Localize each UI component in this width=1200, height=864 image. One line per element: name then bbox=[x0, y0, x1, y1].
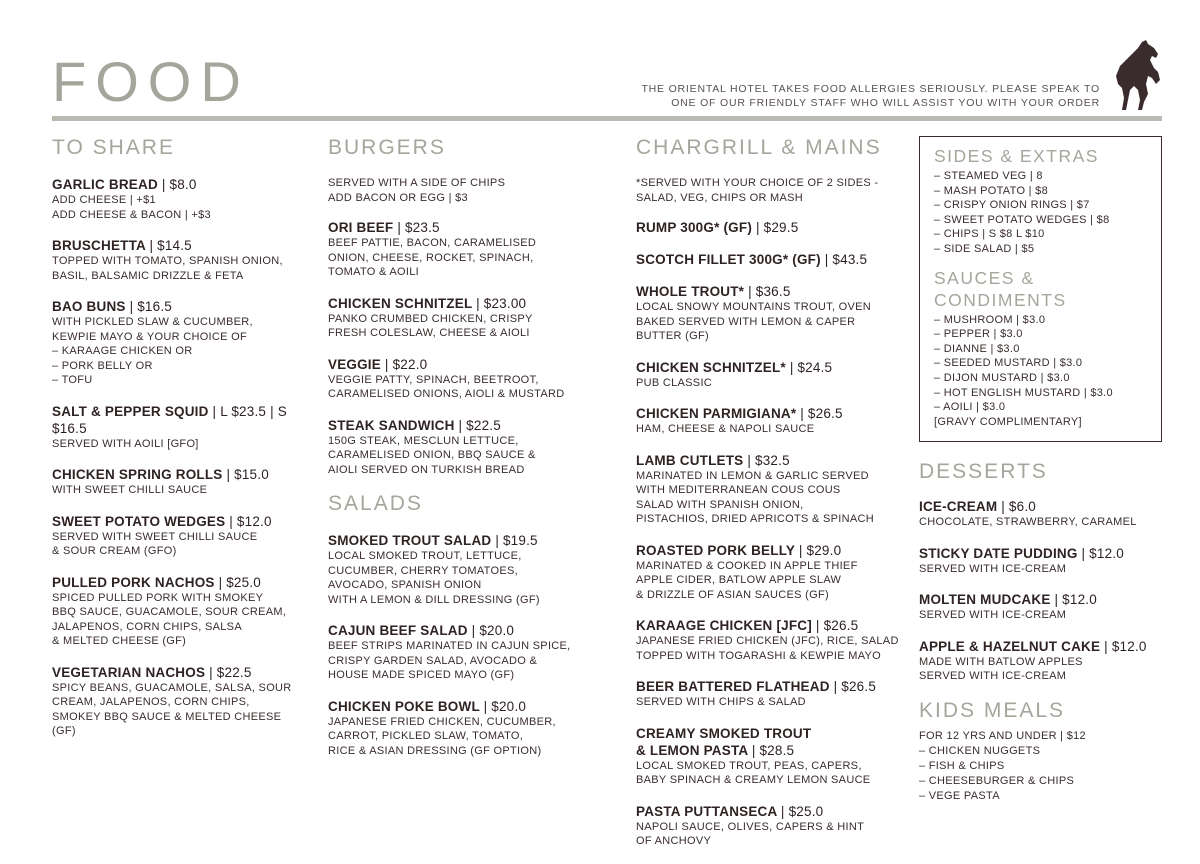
menu-item-name bbox=[919, 638, 1169, 655]
menu-item-price: | $20.0 bbox=[483, 698, 527, 714]
menu-item-name bbox=[636, 219, 906, 236]
menu-item-description: PANKO CRUMBED CHICKEN, CRISPY FRESH COLESLAW, CHEESE & AIOLI bbox=[328, 312, 533, 339]
list-line: – VEGE PASTA bbox=[919, 789, 1000, 802]
list-line: – CHEESEBURGER & CHIPS bbox=[919, 774, 1075, 787]
menu-item bbox=[328, 532, 598, 607]
to-share-list bbox=[52, 176, 312, 739]
menu-item-price: | $43.5 bbox=[824, 252, 868, 267]
menu-item-description: JAPANESE FRIED CHICKEN (JFC), RICE, SALAD TOPPED WITH TOGARASHI & KEWPIE MAYO bbox=[636, 635, 899, 662]
menu-item bbox=[919, 498, 1169, 530]
menu-item-name bbox=[636, 359, 906, 376]
menu-item-description: SERVED WITH AOILI [GFO] bbox=[52, 437, 199, 450]
menu-item-title: SWEET POTATO WEDGES bbox=[52, 513, 226, 529]
menu-item-price: | $32.5 bbox=[747, 452, 790, 468]
column-to-share bbox=[52, 136, 312, 754]
list-line: – CHIPS | S $8 L $10 bbox=[934, 228, 1045, 241]
menu-item-price: | $29.0 bbox=[798, 542, 842, 558]
menu-item-price: | $29.5 bbox=[755, 220, 799, 235]
list-line: – MASH POTATO | $8 bbox=[934, 184, 1049, 197]
sauces-list bbox=[934, 313, 1147, 430]
menu-item-title: ORI BEEF bbox=[328, 220, 394, 235]
list-line: – SEEDED MUSTARD | $3.0 bbox=[934, 357, 1083, 370]
burgers-intro: SERVED WITH A SIDE OF CHIPS ADD BACON OR EGG | $3 bbox=[328, 177, 506, 204]
menu-item-name bbox=[52, 298, 312, 315]
menu-item-title: APPLE & HAZELNUT CAKE bbox=[919, 638, 1101, 654]
menu-item-name bbox=[52, 664, 312, 681]
menu-item bbox=[52, 664, 312, 739]
menu-item-title: VEGGIE bbox=[328, 356, 381, 372]
menu-item-price: | $25.0 bbox=[780, 803, 824, 819]
menu-item-description: JAPANESE FRIED CHICKEN, CUCUMBER, CARROT, PICKLED SLAW, TOMATO, RICE & ASIAN DRESSING (GF OPTION) bbox=[328, 715, 556, 757]
menu-item-title: ICE-CREAM bbox=[919, 499, 998, 515]
menu-item bbox=[636, 617, 906, 663]
menu-item-description: BEEF PATTIE, BACON, CARAMELISED ONION, CHEESE, ROCKET, SPINACH, TOMATO & AOILI bbox=[328, 237, 537, 278]
menu-item-title: STEAK SANDWICH bbox=[328, 417, 455, 433]
list-line: – FISH & CHIPS bbox=[919, 759, 1005, 772]
menu-item-title: SMOKED TROUT SALAD bbox=[328, 533, 492, 548]
menu-item bbox=[328, 622, 598, 683]
menu-item-name bbox=[636, 617, 906, 634]
menu-item-description: CHOCOLATE, STRAWBERRY, CARAMEL bbox=[919, 516, 1137, 529]
column-sides-desserts-kids bbox=[919, 136, 1169, 804]
salads-list bbox=[328, 532, 598, 758]
section-title-burgers: BURGERS bbox=[328, 136, 446, 159]
menu-item bbox=[52, 237, 312, 283]
menu-item-name bbox=[636, 452, 906, 469]
sides-extras-box bbox=[919, 136, 1162, 442]
list-line: – AOILI | $3.0 bbox=[934, 401, 1006, 414]
menu-item-name bbox=[636, 283, 906, 300]
menu-item-name bbox=[52, 513, 312, 530]
section-title-to-share: TO SHARE bbox=[52, 136, 175, 159]
menu-item bbox=[328, 417, 598, 478]
menu-item-price: | $8.0 bbox=[161, 177, 197, 192]
menu-item-price: | $26.5 bbox=[833, 679, 877, 694]
menu-item-description: SPICY BEANS, GUACAMOLE, SALSA, SOUR CREAM, JALAPENOS, CORN CHIPS, SMOKEY BBQ SAUCE & MELTED CHEESE (GF) bbox=[52, 681, 292, 737]
menu-item-price: | $6.0 bbox=[1001, 499, 1036, 515]
list-line: – DIJON MUSTARD | $3.0 bbox=[934, 371, 1070, 384]
menu-item bbox=[636, 359, 906, 391]
list-line: – MUSHROOM | $3.0 bbox=[934, 313, 1046, 326]
desserts-list bbox=[919, 498, 1169, 684]
menu-item-title: SCOTCH FILLET 300G* (GF) bbox=[636, 252, 821, 267]
menu-item-name bbox=[52, 466, 312, 483]
menu-item-price: | $14.5 bbox=[149, 238, 192, 253]
menu-item-name bbox=[328, 698, 598, 715]
section-title-kids: KIDS MEALS bbox=[919, 698, 1066, 722]
menu-item-price: | $12.0 bbox=[1081, 545, 1124, 561]
menu-item-price: | $28.5 bbox=[751, 742, 795, 758]
menu-item bbox=[52, 176, 312, 222]
list-line: – STEAMED VEG | 8 bbox=[934, 170, 1043, 182]
menu-item-name bbox=[919, 545, 1169, 562]
menu-item bbox=[636, 283, 906, 344]
menu-item-name bbox=[636, 803, 906, 820]
menu-item-description: LOCAL SMOKED TROUT, PEAS, CAPERS, BABY SPINACH & CREAMY LEMON SAUCE bbox=[636, 759, 871, 786]
menu-item-title: CREAMY SMOKED TROUT & LEMON PASTA bbox=[636, 725, 812, 758]
menu-item-description: WITH SWEET CHILLI SAUCE bbox=[52, 484, 208, 496]
menu-item-description: NAPOLI SAUCE, OLIVES, CAPERS & HINT OF ANCHOVY bbox=[636, 820, 865, 847]
section-title-salads: SALADS bbox=[328, 492, 423, 515]
menu-item-price: | $12.0 bbox=[229, 513, 272, 529]
burgers-list bbox=[328, 219, 598, 477]
menu-item-title: BRUSCHETTA bbox=[52, 238, 146, 253]
menu-item-price: | $24.5 bbox=[789, 359, 833, 375]
menu-item-price: | $22.0 bbox=[384, 356, 428, 372]
menu-item-description: SPICED PULLED PORK WITH SMOKEY BBQ SAUCE, GUACAMOLE, SOUR CREAM, JALAPENOS, CORN CHIPS, SALSA & MELTED CHEESE (GF) bbox=[52, 591, 287, 647]
allergy-notice bbox=[641, 82, 1100, 110]
menu-item-price: | $23.00 bbox=[476, 295, 527, 311]
section-title-chargrill: CHARGRILL & MAINS bbox=[636, 136, 882, 159]
menu-item-title: LAMB CUTLETS bbox=[636, 452, 744, 468]
menu-item bbox=[636, 542, 906, 603]
menu-item-name bbox=[636, 725, 906, 759]
menu-item-name bbox=[636, 542, 906, 559]
menu-item-title: WHOLE TROUT* bbox=[636, 284, 745, 299]
menu-item-price: | $12.0 bbox=[1054, 592, 1097, 608]
menu-item-price: | $36.5 bbox=[748, 284, 791, 299]
menu-item-title: STICKY DATE PUDDING bbox=[919, 545, 1078, 561]
menu-item-description: SERVED WITH ICE-CREAM bbox=[919, 609, 1067, 622]
menu-item-description: MARINATED IN LEMON & GARLIC SERVED WITH MEDITERRANEAN COUS COUS SALAD WITH SPANISH ONION, PISTACHIOS, DRIED APRICOTS & SPINACH bbox=[636, 469, 874, 525]
menu-item bbox=[52, 403, 312, 452]
menu-item-description: PUB CLASSIC bbox=[636, 376, 713, 389]
menu-item-description: SERVED WITH SWEET CHILLI SAUCE & SOUR CREAM (GFO) bbox=[52, 530, 258, 557]
list-line: – SIDE SALAD | $5 bbox=[934, 242, 1035, 255]
menu-item-price: | $15.0 bbox=[226, 467, 269, 482]
column-burgers-salads bbox=[328, 136, 598, 773]
menu-item-title: GARLIC BREAD bbox=[52, 177, 158, 192]
menu-item-name bbox=[52, 176, 312, 193]
menu-item bbox=[52, 574, 312, 649]
menu-item-title: ROASTED PORK BELLY bbox=[636, 542, 795, 558]
menu-item-title: PASTA PUTTANSECA bbox=[636, 803, 777, 819]
menu-item-price: | $19.5 bbox=[495, 533, 538, 548]
menu-item-title: RUMP 300G* (GF) bbox=[636, 220, 753, 235]
sides-list bbox=[934, 169, 1147, 257]
column-chargrill-mains bbox=[636, 136, 906, 864]
menu-item-name bbox=[328, 219, 598, 236]
menu-item-name bbox=[328, 532, 598, 549]
list-line: – SWEET POTATO WEDGES | $8 bbox=[934, 213, 1110, 226]
menu-item-title: CHICKEN SPRING ROLLS bbox=[52, 467, 223, 482]
menu-item-description: MADE WITH BATLOW APPLES SERVED WITH ICE-CREAM bbox=[919, 655, 1083, 683]
page-title: FOOD bbox=[52, 50, 250, 113]
menu-item-name bbox=[52, 574, 312, 591]
menu-item-price: | $22.5 bbox=[209, 664, 252, 680]
menu-item-description: MARINATED & COOKED IN APPLE THIEF APPLE CIDER, BATLOW APPLE SLAW & DRIZZLE OF ASIAN SAUCES (GF) bbox=[636, 559, 858, 601]
menu-item bbox=[52, 298, 312, 388]
menu-item-name bbox=[52, 237, 312, 254]
menu-item bbox=[52, 466, 312, 498]
menu-item-price: | $16.5 bbox=[129, 299, 173, 314]
menu-item-price: | $25.0 bbox=[218, 574, 262, 590]
menu-item-description: BEEF STRIPS MARINATED IN CAJUN SPICE, CRISPY GARDEN SALAD, AVOCADO & HOUSE MADE SPICED MAYO (GF) bbox=[328, 640, 571, 681]
menu-item-title: BAO BUNS bbox=[52, 299, 126, 314]
section-title-sauces: SAUCES & CONDIMENTS bbox=[934, 267, 1067, 310]
menu-item bbox=[919, 545, 1169, 577]
menu-item-name bbox=[919, 498, 1169, 515]
allergy-notice-line: ONE OF OUR FRIENDLY STAFF WHO WILL ASSIST YOU WITH YOUR ORDER bbox=[671, 97, 1100, 109]
menu-item-name bbox=[636, 405, 906, 422]
menu-item-title: CHICKEN PARMIGIANA* bbox=[636, 406, 797, 421]
menu-item bbox=[52, 513, 312, 559]
menu-item-title: KARAAGE CHICKEN [JFC] bbox=[636, 618, 812, 633]
menu-item-title: MOLTEN MUDCAKE bbox=[919, 592, 1051, 608]
menu-item bbox=[328, 295, 598, 341]
section-title-desserts: DESSERTS bbox=[919, 460, 1048, 484]
menu-item bbox=[636, 452, 906, 527]
menu-item-name bbox=[328, 356, 598, 373]
menu-item bbox=[636, 803, 906, 849]
menu-item-title: CAJUN BEEF SALAD bbox=[328, 623, 468, 638]
chargrill-list bbox=[636, 219, 906, 849]
list-line: – PEPPER | $3.0 bbox=[934, 328, 1023, 341]
menu-item-title: CHICKEN SCHNITZEL* bbox=[636, 359, 786, 375]
list-line: [GRAVY COMPLIMENTARY] bbox=[934, 415, 1082, 428]
menu-item-price: | $22.5 bbox=[458, 417, 501, 433]
menu-item-name bbox=[328, 622, 598, 639]
header-divider bbox=[52, 116, 1162, 121]
menu-item-description: 150G STEAK, MESCLUN LETTUCE, CARAMELISED ONION, BBQ SAUCE & AIOLI SERVED ON TURKISH BREAD bbox=[328, 434, 536, 476]
menu-item-description: HAM, CHEESE & NAPOLI SAUCE bbox=[636, 423, 815, 435]
menu-item-description: WITH PICKLED SLAW & CUCUMBER, KEWPIE MAYO & YOUR CHOICE OF – KARAAGE CHICKEN OR – PORK BELLY OR – TOFU bbox=[52, 316, 253, 386]
menu-item-price: | $26.5 bbox=[800, 406, 843, 421]
menu-item bbox=[636, 678, 906, 710]
menu-item-name bbox=[328, 417, 598, 434]
section-title-sides: SIDES & EXTRAS bbox=[934, 146, 1099, 166]
menu-item-description: ADD CHEESE | +$1 ADD CHEESE & BACON | +$3 bbox=[52, 194, 211, 221]
menu-item-name bbox=[636, 251, 906, 268]
horse-icon bbox=[1112, 38, 1162, 112]
menu-item-description: LOCAL SNOWY MOUNTAINS TROUT, OVEN BAKED SERVED WITH LEMON & CAPER BUTTER (GF) bbox=[636, 301, 872, 342]
menu-item-name bbox=[328, 295, 598, 312]
menu-item-description: SERVED WITH CHIPS & SALAD bbox=[636, 696, 806, 708]
list-line: – CHICKEN NUGGETS bbox=[919, 744, 1041, 757]
menu-item bbox=[636, 251, 906, 268]
menu-item-description: TOPPED WITH TOMATO, SPANISH ONION, BASIL, BALSAMIC DRIZZLE & FETA bbox=[52, 255, 283, 282]
menu-item-price: | L $23.5 | S $16.5 bbox=[52, 403, 287, 436]
menu-item-name bbox=[636, 678, 906, 695]
menu-item bbox=[636, 725, 906, 788]
menu-item-title: PULLED PORK NACHOS bbox=[52, 574, 215, 590]
menu-item bbox=[919, 591, 1169, 623]
menu-item-price: | $12.0 bbox=[1104, 638, 1147, 654]
menu-item bbox=[328, 698, 598, 759]
list-line: FOR 12 YRS AND UNDER | $12 bbox=[919, 729, 1086, 742]
menu-item-price: | $23.5 bbox=[397, 220, 440, 235]
menu-item-title: CHICKEN SCHNITZEL bbox=[328, 295, 473, 311]
menu-item-title: BEER BATTERED FLATHEAD bbox=[636, 679, 830, 694]
menu-item bbox=[919, 638, 1169, 684]
menu-item-price: | $26.5 bbox=[815, 618, 859, 633]
allergy-notice-line: THE ORIENTAL HOTEL TAKES FOOD ALLERGIES SERIOUSLY. PLEASE SPEAK TO bbox=[641, 83, 1100, 95]
menu-item-title: SALT & PEPPER SQUID bbox=[52, 403, 209, 419]
menu-item-description: LOCAL SMOKED TROUT, LETTUCE, CUCUMBER, CHERRY TOMATOES, AVOCADO, SPANISH ONION WITH A LEMON & DILL DRESSING (GF) bbox=[328, 550, 540, 606]
menu-item-description: VEGGIE PATTY, SPINACH, BEETROOT, CARAMELISED ONIONS, AIOLI & MUSTARD bbox=[328, 373, 565, 400]
menu-item bbox=[636, 405, 906, 437]
chargrill-intro: *SERVED WITH YOUR CHOICE OF 2 SIDES - SALAD, VEG, CHIPS OR MASH bbox=[636, 177, 879, 204]
menu-item-title: CHICKEN POKE BOWL bbox=[328, 698, 480, 714]
menu-item-title: VEGETARIAN NACHOS bbox=[52, 664, 206, 680]
menu-item bbox=[636, 219, 906, 236]
menu-item-description: SERVED WITH ICE-CREAM bbox=[919, 562, 1067, 575]
list-line: – HOT ENGLISH MUSTARD | $3.0 bbox=[934, 386, 1113, 399]
menu-item bbox=[328, 219, 598, 280]
menu-item-name bbox=[919, 591, 1169, 608]
menu-item-name bbox=[52, 403, 312, 437]
list-line: – DIANNE | $3.0 bbox=[934, 342, 1020, 355]
menu-item-price: | $20.0 bbox=[471, 623, 515, 638]
list-line: – CRISPY ONION RINGS | $7 bbox=[934, 199, 1090, 212]
menu-item bbox=[328, 356, 598, 402]
kids-list bbox=[919, 729, 1169, 804]
